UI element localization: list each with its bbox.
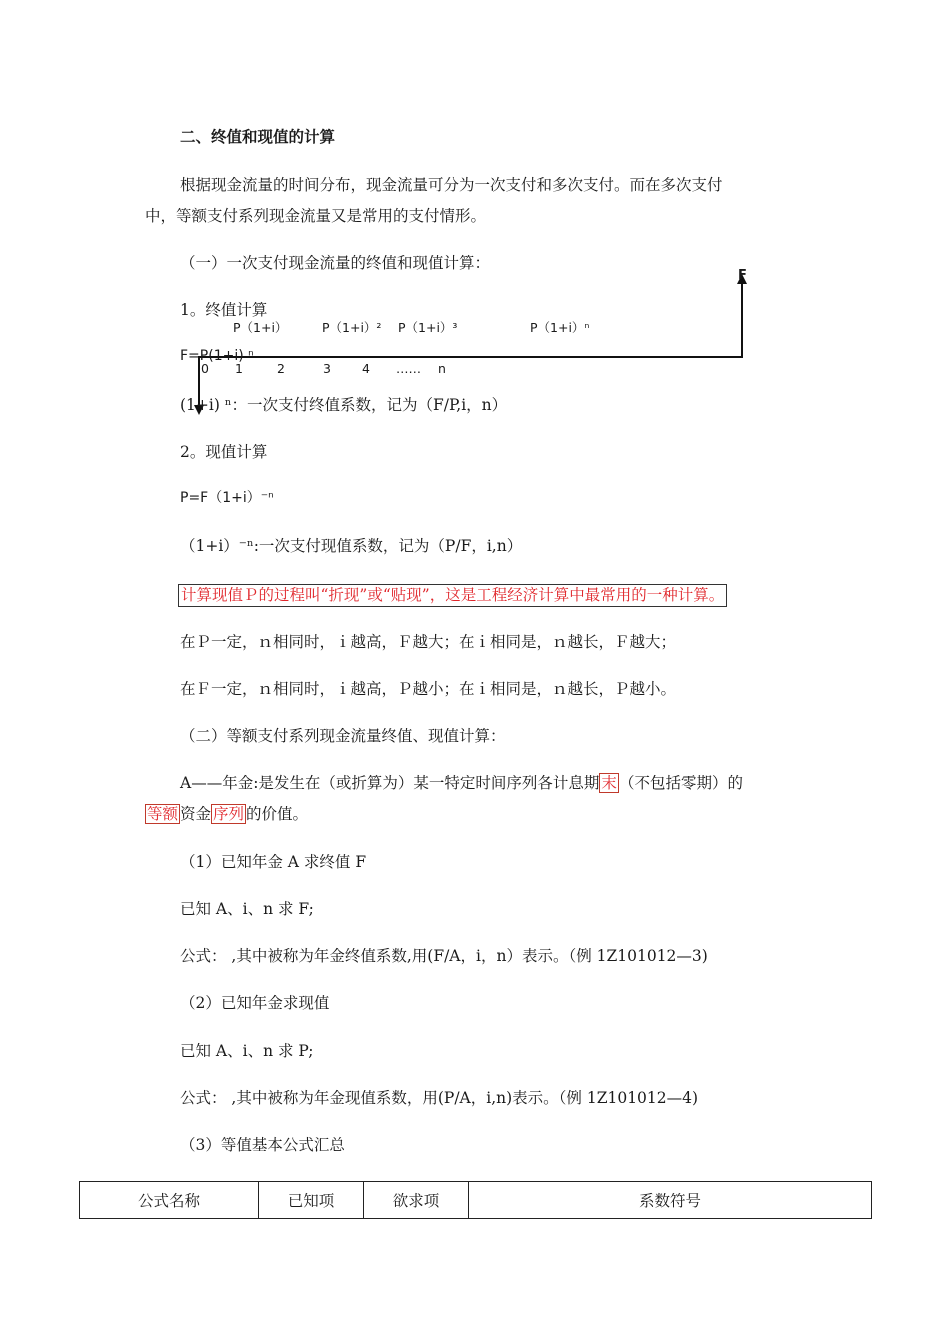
future-value-formula: F=P(1+i) ⁿ	[180, 348, 254, 364]
tick-label: ……	[396, 361, 421, 376]
f-label: F	[738, 268, 747, 283]
annuity-definition-line-1	[180, 774, 743, 793]
tick-label: 0	[201, 361, 209, 376]
intro-line-1: 根据现金流量的时间分布，现金流量可分为一次支付和多次支付。而在多次支付	[180, 176, 723, 194]
header-sought: 欲求项	[364, 1182, 469, 1219]
tick-label: 2	[277, 361, 285, 376]
annuity-definition-line-2	[145, 805, 308, 824]
case-1-title: （1）已知年金 A 求终值 F	[180, 853, 367, 871]
present-value-title: 2。现值计算	[180, 443, 268, 461]
case-2-given: 已知 A、i、n 求 P;	[180, 1042, 314, 1060]
annuity-text: 的价值。	[246, 805, 309, 823]
top-label-1: P（1+i）	[233, 320, 288, 335]
header-formula-name: 公式名称	[80, 1182, 259, 1219]
annuity-text: （不包括零期）的	[618, 774, 743, 792]
tick-label: 4	[362, 361, 370, 376]
annuity-text: A——年金:是发生在（或折算为）某一特定时间序列各计息期	[180, 774, 600, 792]
tick-label: n	[438, 361, 446, 376]
case-3-title: （3）等值基本公式汇总	[180, 1136, 345, 1154]
future-value-arrow-line	[741, 282, 743, 357]
present-value-factor: （1+i）⁻ⁿ:一次支付现值系数，记为（P/F，i,n）	[180, 537, 523, 555]
annuity-text: 资金	[180, 805, 212, 823]
table-header-row	[80, 1182, 872, 1219]
subsection-2-title: （二）等额支付系列现金流量终值、现值计算：	[180, 727, 506, 745]
header-factor-symbol: 系数符号	[469, 1182, 872, 1219]
section-title: 二、终值和现值的计算	[180, 127, 336, 146]
header-known: 已知项	[259, 1182, 364, 1219]
top-label-3: P（1+i）³	[398, 320, 458, 335]
discount-note: 计算现值Ｐ的过程叫“折现”或“贴现”，这是工程经济计算中最常用的一种计算。	[178, 584, 727, 607]
intro-line-2: 中，等额支付系列现金流量又是常用的支付情形。	[145, 207, 487, 225]
subsection-1-title: （一）一次支付现金流量的终值和现值计算：	[180, 254, 491, 272]
tick-label: 3	[323, 361, 331, 376]
mark-end: 末	[601, 774, 617, 792]
mark-equal: 等额	[147, 805, 179, 823]
case-1-formula: 公式： ,其中被称为年金终值系数,用(F/A，i，n）表示。（例 1Z101012—3)	[180, 947, 708, 965]
future-value-factor: (1+i) ⁿ：一次支付终值系数，记为（F/P,i，n）	[180, 396, 508, 414]
present-value-formula: P=F（1+i）⁻ⁿ	[180, 490, 274, 506]
top-label-n: P（1+i）ⁿ	[530, 320, 590, 335]
mark-series: 序列	[213, 805, 245, 823]
rule-future: 在Ｐ一定，ｎ相同时，ｉ越高，Ｆ越大；在ｉ相同是，ｎ越长，Ｆ越大；	[180, 633, 677, 651]
rule-present: 在Ｆ一定，ｎ相同时，ｉ越高，Ｐ越小；在ｉ相同是，ｎ越长，Ｐ越小。	[180, 680, 677, 698]
formula-summary-table	[79, 1181, 872, 1219]
case-1-given: 已知 A、i、n 求 F;	[180, 900, 314, 918]
case-2-formula: 公式： ,其中被称为年金现值系数，用(P/A，i,n)表示。（例 1Z101012—4)	[180, 1089, 699, 1107]
timeline-axis	[198, 356, 743, 358]
top-label-2: P（1+i）²	[322, 320, 382, 335]
case-2-title: （2）已知年金求现值	[180, 994, 330, 1012]
tick-label: 1	[235, 361, 243, 376]
future-value-title: 1。终值计算	[180, 301, 268, 319]
